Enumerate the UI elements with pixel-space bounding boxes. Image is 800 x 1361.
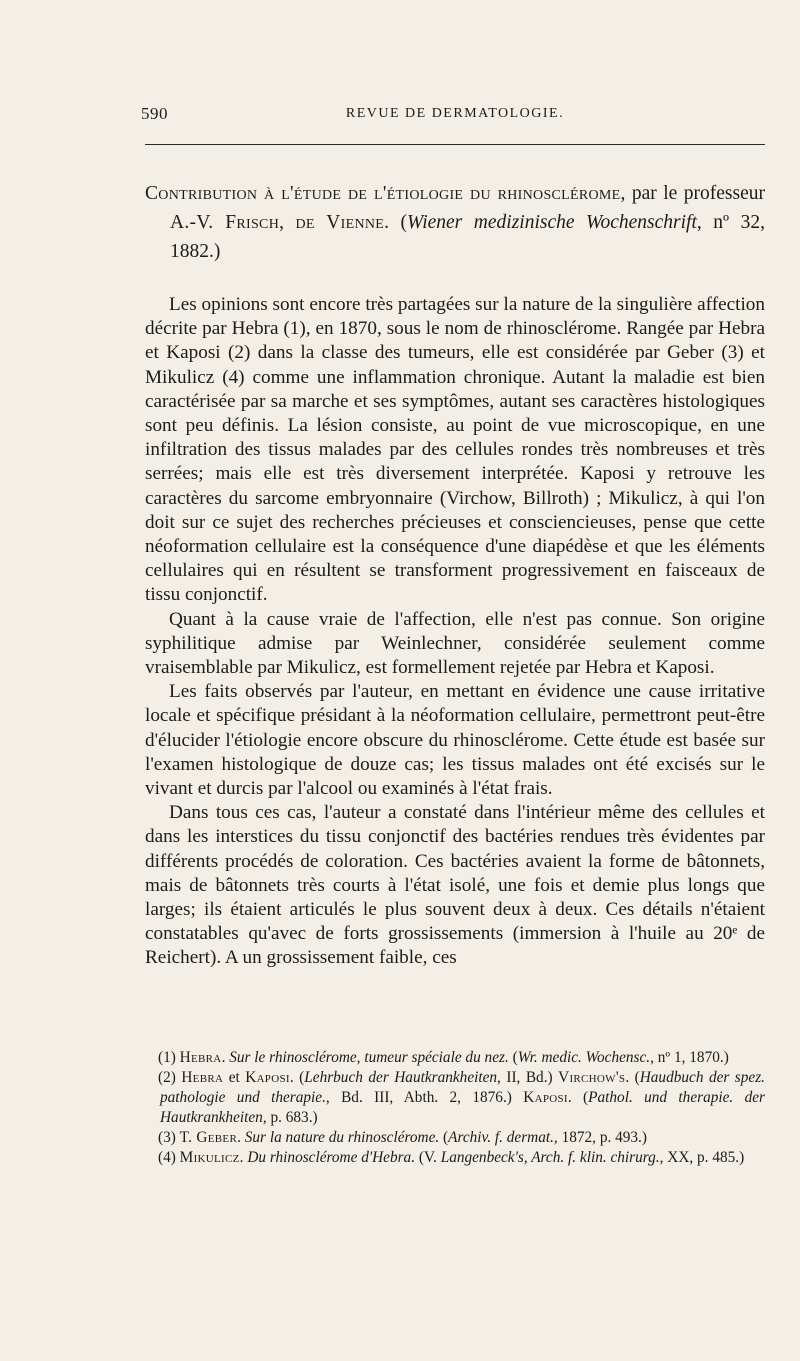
author-city: de Vienne — [295, 212, 385, 233]
footnote-text: . — [237, 1129, 245, 1146]
footnote-number: (1) — [158, 1049, 180, 1066]
footnote-text: . — [239, 1149, 248, 1166]
body-paragraph: Les faits observés par l'auteur, en mettant en évidence une cause irritative locale et spécifique présidant à la néoformation cellulaire, permettront peut-être d'élucider l'étiologie encore obscure du rhinosclérome. Cette étude est basée sur l'examen histologique de douze cas; les tissus malades ont été excisés sur le vivant et durcis par l'alcool ou examinés à l'état frais. — [145, 681, 765, 800]
source-issue: , nº 32, 1882.) — [170, 212, 766, 262]
article-body — [145, 293, 765, 971]
footnote-text: ( — [508, 1049, 518, 1066]
body-paragraph: Quant à la cause vraie de l'affection, elle n'est pas connue. Son origine syphilitique admise par Weinlechner, considérée seulement comme vraisemblable par Mikulicz, est formellement rejetée par Hebra et Kaposi. — [145, 608, 765, 679]
journal-title: REVUE DE DERMATOLOGIE. — [345, 106, 565, 121]
article-title: Contribution à l'étude de l'étiologie du rhinosclérome — [145, 183, 621, 204]
footnote-source: Wr. medic. Wochensc. — [517, 1049, 651, 1066]
footnote-number: (4) — [158, 1149, 180, 1166]
source-journal: Wiener medizinische Wochenschrift — [407, 212, 697, 233]
footnote-text: . ( — [625, 1069, 640, 1086]
footnote-author: Kaposi — [245, 1069, 290, 1086]
footnote — [145, 1068, 765, 1128]
footnote-title: Sur le rhinosclérome, tumeur spéciale du nez. — [229, 1049, 509, 1066]
footnote — [145, 1048, 765, 1068]
footnote-text: , p. 683.) — [262, 1109, 318, 1126]
footnote-author: Kaposi — [523, 1089, 568, 1106]
footnote-title: Du rhinosclérome d'Hebra. — [247, 1149, 416, 1166]
footnote-text: , nº 1, 1870.) — [650, 1049, 729, 1066]
footnote-number: (2) — [158, 1069, 182, 1086]
footnote-title: Pathol. und therapie. der Hautkrankheiten — [160, 1089, 765, 1126]
footnote-author: Mikulicz — [179, 1149, 240, 1166]
article-heading — [145, 179, 765, 266]
article-author: A.-V. Frisch — [170, 212, 280, 233]
heading-text: . ( — [384, 212, 408, 233]
footnote — [145, 1128, 765, 1148]
footnote-text: et — [223, 1069, 246, 1086]
footnote-text: , II, Bd.) — [497, 1069, 559, 1086]
footnote-source: Langenbeck's, Arch. f. klin. chirurg. — [440, 1149, 660, 1166]
footnote-title: Lehrbuch der Hautkrankheiten — [304, 1069, 498, 1086]
footnote-author: Hebra — [179, 1049, 222, 1066]
footnote-author: T. Geber — [179, 1129, 238, 1146]
footnote-text: , Bd. III, Abth. 2, 1876.) — [325, 1089, 524, 1106]
page-number: 590 — [141, 104, 168, 123]
footnote-title: Sur la nature du rhinosclérome. — [244, 1129, 440, 1146]
footnote-text: . ( — [567, 1089, 589, 1106]
footnote-text: ( — [439, 1129, 449, 1146]
footnote-author: Hebra — [181, 1069, 224, 1086]
footnotes — [145, 1048, 765, 1168]
footnote-text: , 1872, p. 493.) — [553, 1129, 647, 1146]
footnote-number: (3) — [158, 1129, 180, 1146]
running-head — [141, 96, 765, 124]
body-paragraph: Dans tous ces cas, l'auteur a constaté dans l'intérieur même des cellules et dans les interstices du tissu conjonctif des bactéries rendues très évidentes par différents procédés de coloration. Ces bactéries avaient la forme de bâtonnets, mais de bâtonnets très courts à l'état isolé, une fois et demie plus longs que larges; ils étaient articulés le plus souvent deux à deux. Ces détails n'étaient constatables qu'avec de forts grossissements (immersion à l'huile au 20ᵉ de Reichert). A un grossissement faible, ces — [145, 802, 765, 969]
footnote-text: . ( — [289, 1069, 305, 1086]
footnote-text: , XX, p. 485.) — [659, 1149, 745, 1166]
footnote-source: Archiv. f. dermat. — [448, 1129, 554, 1146]
body-paragraph: Les opinions sont encore très partagées sur la nature de la singulière affection décrite par Hebra (1), en 1870, sous le nom de rhinosclérome. Rangée par Hebra et Kaposi (2) dans la classe des tumeurs, elle est considérée par Geber (3) et Mikulicz (4) comme une inflammation chronique. Autant la maladie est bien caractérisée par sa marche et ses symptômes, autant ses caractères histologiques sont peu définis. La lésion consiste, au point de vue microscopique, en une infiltration des tissus malades par des cellules rondes très nombreuses et très serrées; mais elle est très diversement interprétée. Kaposi y retrouve les caractères du sarcome embryonnaire (Virchow, Billroth) ; Mikulicz, à qui l'on doit sur ce sujet des recherches précieuses et consciencieuses, pense que cette néoformation cellulaire est la conséquence d'une diapédèse et que les éléments cellulaires qui en résultent se transforment progressivement en faisceaux de tissu conjonctif. — [145, 294, 765, 606]
heading-text: , par le professeur — [620, 183, 765, 204]
footnote — [145, 1148, 765, 1168]
footnote-text: (V. — [415, 1149, 441, 1166]
page — [141, 96, 766, 1166]
heading-text: , — [279, 212, 296, 233]
header-rule — [145, 144, 765, 145]
footnote-title: Haudbuch der spez. pathologie und therapie. — [160, 1069, 765, 1106]
footnote-author: Virchow's — [558, 1069, 626, 1086]
footnote-text: . — [221, 1049, 230, 1066]
